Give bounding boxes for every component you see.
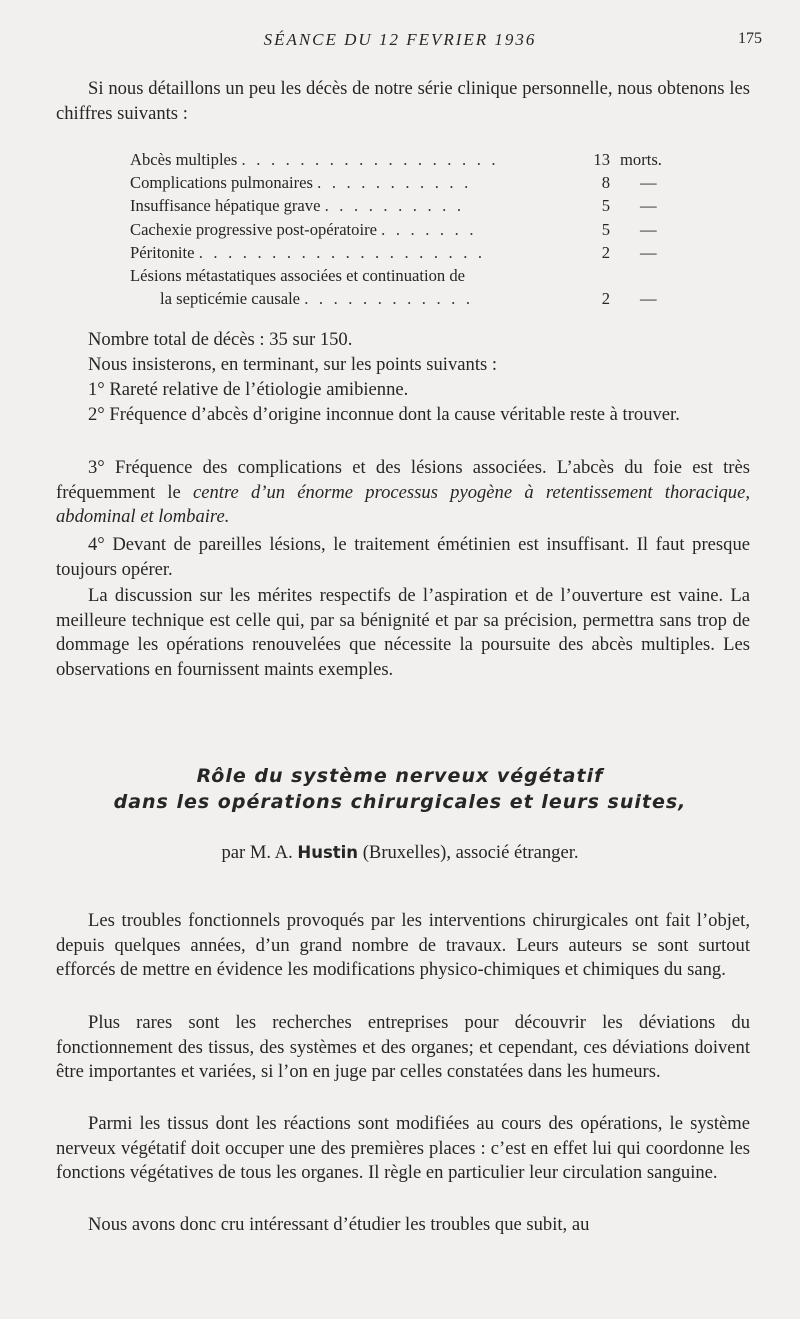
point-4: 4° Devant de pareilles lésions, le traitement émétinien est insuffisant. Il faut presque toujours opérer. [56, 534, 750, 580]
death-cause [130, 241, 485, 264]
death-count: 8 [601, 173, 610, 193]
death-cause [130, 171, 471, 194]
point-3-text: 3° Fréquence des complications et des lésions associées. L’abcès du foie est très fréquemment le [56, 457, 750, 503]
death-count: 5 [601, 196, 610, 216]
leader-dots: . . . . . . . . . . . . . . . . . . [241, 150, 499, 169]
death-cause-text: la septicémie causale [160, 289, 301, 309]
leader-dots: . . . . . . . . . . . [317, 173, 472, 193]
death-cause-text: Cachexie progressive post-opératoire [130, 219, 377, 239]
page-number: 175 [738, 30, 762, 47]
death-row [130, 148, 686, 171]
death-cause-text: Lésions métastatiques associées et continuation de [130, 265, 466, 285]
death-cause-text: Insuffisance hépatique grave [130, 196, 321, 216]
death-row [130, 287, 686, 310]
ditto-mark: — [640, 196, 657, 216]
death-count: 13 [593, 150, 610, 169]
intro-paragraph: Si nous détaillons un peu les décès de notre série clinique personnelle, nous obtenons les chiffres suivants : [56, 78, 750, 124]
body-paragraph-3: Parmi les tissus dont les réactions sont modifiées au cours des opérations, le système nerveux végétatif doit occuper une des premières places : c’est en effet lui qui coordonne les fonctions végétatives de tous les organes. Il règle en particulier leur circulation sanguine. [56, 1113, 750, 1183]
body-paragraph-1: Les troubles fonctionnels provoqués par les interventions chirurgicales ont fait l’objet, depuis quelques années, d’un grand nombre de travaux. Leurs auteurs se sont surtout efforcés de mettre en évidence les modifications physico-chimiques et chimiques du sang. [56, 910, 750, 980]
discussion-paragraph: La discussion sur les mérites respectifs de l’aspiration et de l’ouverture est vaine. La meilleure technique est celle qui, par sa bénignité et par sa précision, permettra sans trop de dommage les opérations renouvelées que nécessite la poursuite des abcès multiples. Les observations en fournissent maints exemples. [56, 585, 750, 680]
running-head [0, 28, 800, 52]
death-cause [130, 194, 464, 217]
death-cause [130, 264, 465, 287]
death-count: 2 [601, 289, 610, 309]
byline-prefix: par M. A. [221, 842, 293, 863]
death-row [130, 241, 686, 264]
death-cause-text: Péritonite [130, 242, 195, 262]
death-cause [130, 148, 499, 171]
ditto-mark: — [640, 242, 657, 262]
point-1: 1° Rareté relative de l’étiologie amibienne. [88, 379, 409, 400]
death-row [130, 264, 686, 287]
ditto-mark: — [640, 219, 657, 239]
deaths-list [130, 148, 686, 310]
body-paragraph-4: Nous avons donc cru intéressant d’étudier les troubles que subit, au [88, 1214, 590, 1235]
death-cause-text: Complications pulmonaires [130, 173, 313, 193]
byline-author: Hustin [297, 843, 359, 862]
point-3 [56, 456, 750, 530]
point-3-italic: centre d’un énorme processus pyogène à retentissement thoracique, abdominal et lombaire. [56, 481, 750, 527]
death-row [130, 171, 686, 194]
ditto-mark: — [640, 173, 657, 193]
ditto-mark: — [640, 289, 657, 309]
section-title-line-2: dans les opérations chirurgicales et leurs suites, [113, 791, 687, 813]
leader-dots: . . . . . . . . . . . . . . . . . . . . [198, 242, 486, 262]
death-cause-text: Abcès multiples [130, 150, 238, 169]
running-title: SÉANCE DU 12 FEVRIER 1936 [263, 30, 537, 49]
total-deaths: Nombre total de décès : 35 sur 150. [88, 329, 353, 350]
body-paragraph-2: Plus rares sont les recherches entreprises pour découvrir les déviations du fonctionnement des tissus, des systèmes et des organes; et cependant, ces déviations doivent être importantes et variées, si l’on en juge par celles constatées dans les humeurs. [56, 1012, 750, 1082]
death-count: 2 [601, 242, 610, 262]
death-row [130, 218, 686, 241]
death-row [130, 194, 686, 217]
leader-dots: . . . . . . . [381, 219, 477, 239]
death-unit: morts. [620, 150, 662, 169]
section-title-line-1: Rôle du système nerveux végétatif [196, 765, 604, 787]
conclusion-intro: Nous insisterons, en terminant, sur les points suivants : [88, 354, 498, 375]
leader-dots: . . . . . . . . . . [324, 196, 465, 216]
death-count: 5 [601, 219, 610, 239]
death-cause [160, 287, 473, 310]
point-2: 2° Fréquence d’abcès d’origine inconnue dont la cause véritable reste à trouver. [88, 404, 680, 425]
byline [0, 842, 800, 864]
leader-dots: . . . . . . . . . . . . [304, 289, 474, 309]
byline-suffix: (Bruxelles), associé étranger. [362, 842, 579, 863]
death-cause [130, 218, 477, 241]
